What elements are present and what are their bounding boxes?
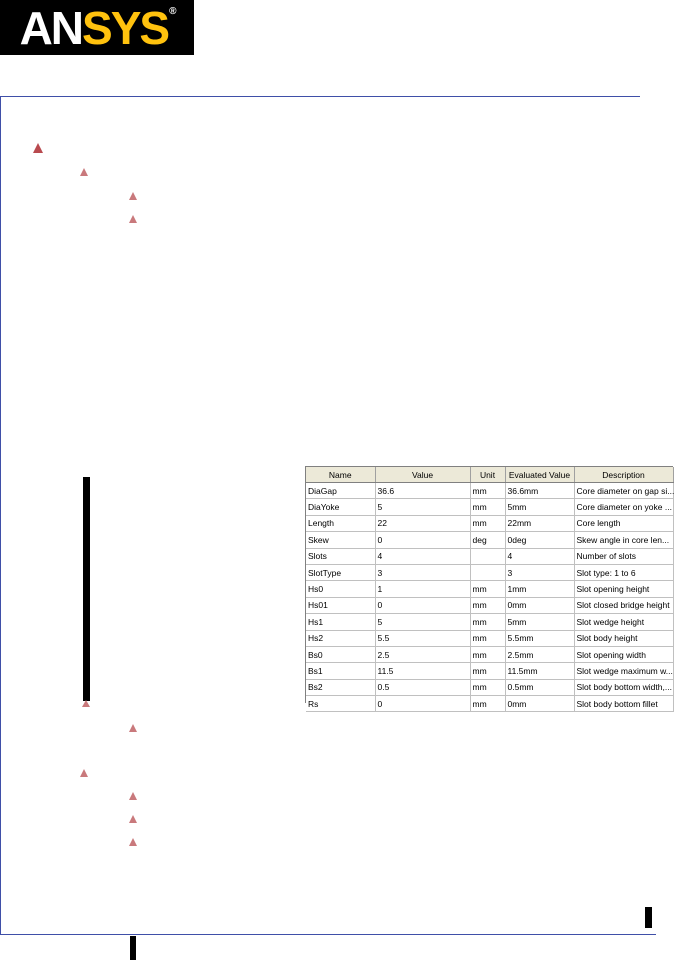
bullet-level3-icon: [129, 792, 137, 800]
logo-text-sys: SYS: [82, 1, 169, 54]
table-row[interactable]: [306, 581, 673, 597]
cell-value[interactable]: 0: [375, 597, 470, 613]
cell-value[interactable]: 36.6: [375, 483, 470, 499]
footer-tab: [130, 936, 136, 960]
frame-top-line: [0, 96, 640, 97]
cell-name: Bs0: [306, 646, 375, 662]
cell-name: Hs01: [306, 597, 375, 613]
cell-evaluated-value: 11.5mm: [505, 663, 574, 679]
cell-unit: [470, 564, 505, 580]
table-row[interactable]: [306, 515, 673, 531]
cell-unit: mm: [470, 499, 505, 515]
image-corner-icon: [82, 700, 90, 707]
cell-description: Slot body bottom fillet: [574, 696, 673, 712]
table-row[interactable]: [306, 679, 673, 695]
cell-description: Slot opening height: [574, 581, 673, 597]
cell-value[interactable]: 3: [375, 564, 470, 580]
cell-description: Skew angle in core len...: [574, 532, 673, 548]
cell-evaluated-value: 0deg: [505, 532, 574, 548]
cell-unit: mm: [470, 515, 505, 531]
image-placeholder-bar: [83, 477, 90, 701]
cell-description: Slot wedge maximum w...: [574, 663, 673, 679]
cell-evaluated-value: 0mm: [505, 696, 574, 712]
cell-name: Hs1: [306, 614, 375, 630]
cell-evaluated-value: 1mm: [505, 581, 574, 597]
cell-value[interactable]: 2.5: [375, 646, 470, 662]
cell-description: Slot type: 1 to 6: [574, 564, 673, 580]
cell-evaluated-value: 0.5mm: [505, 679, 574, 695]
cell-value[interactable]: 5.5: [375, 630, 470, 646]
cell-unit: mm: [470, 696, 505, 712]
cell-value[interactable]: 5: [375, 499, 470, 515]
table-row[interactable]: [306, 532, 673, 548]
bullet-level3-icon: [129, 215, 137, 223]
table-row[interactable]: [306, 614, 673, 630]
column-header-description[interactable]: Description: [574, 467, 673, 483]
cell-value[interactable]: 0: [375, 532, 470, 548]
cell-name: Skew: [306, 532, 375, 548]
cell-unit: deg: [470, 532, 505, 548]
cell-name: SlotType: [306, 564, 375, 580]
cell-unit: mm: [470, 483, 505, 499]
cell-evaluated-value: 5mm: [505, 499, 574, 515]
cell-value[interactable]: 1: [375, 581, 470, 597]
cell-description: Number of slots: [574, 548, 673, 564]
cell-unit: mm: [470, 646, 505, 662]
frame-left-line: [0, 96, 1, 934]
cell-name: Bs1: [306, 663, 375, 679]
column-header-unit[interactable]: Unit: [470, 467, 505, 483]
bullet-level3-icon: [129, 815, 137, 823]
cell-name: DiaYoke: [306, 499, 375, 515]
cell-evaluated-value: 5mm: [505, 614, 574, 630]
logo-registered-mark: ®: [169, 5, 175, 17]
bullet-level2-icon: [80, 168, 88, 176]
cell-unit: mm: [470, 679, 505, 695]
cell-unit: [470, 548, 505, 564]
table-row[interactable]: [306, 564, 673, 580]
bullet-level2-icon: [80, 769, 88, 777]
cell-evaluated-value: 0mm: [505, 597, 574, 613]
cell-description: Core diameter on gap si...: [574, 483, 673, 499]
table-row[interactable]: [306, 696, 673, 712]
cell-unit: mm: [470, 597, 505, 613]
cell-evaluated-value: 22mm: [505, 515, 574, 531]
column-header-evaluated-value[interactable]: Evaluated Value: [505, 467, 574, 483]
cell-evaluated-value: 2.5mm: [505, 646, 574, 662]
table-row[interactable]: [306, 663, 673, 679]
cell-value[interactable]: 11.5: [375, 663, 470, 679]
bullet-level3-icon: [129, 838, 137, 846]
cell-name: Slots: [306, 548, 375, 564]
cell-description: Core diameter on yoke ...: [574, 499, 673, 515]
cell-description: Slot wedge height: [574, 614, 673, 630]
table-row[interactable]: [306, 597, 673, 613]
table-row[interactable]: [306, 499, 673, 515]
table-row[interactable]: [306, 646, 673, 662]
logo-text-an: AN: [19, 1, 83, 54]
table-header-row: [306, 467, 673, 483]
cell-unit: mm: [470, 614, 505, 630]
cell-value[interactable]: 4: [375, 548, 470, 564]
cell-name: Hs2: [306, 630, 375, 646]
ansys-logo: [0, 0, 194, 55]
cell-description: Slot body bottom width,...: [574, 679, 673, 695]
column-header-value[interactable]: Value: [375, 467, 470, 483]
cell-description: Core length: [574, 515, 673, 531]
bullet-level1-icon: [33, 143, 43, 153]
bullet-level3-icon: [129, 192, 137, 200]
bullet-level3-icon: [129, 724, 137, 732]
properties-table: [306, 467, 674, 712]
cell-name: Bs2: [306, 679, 375, 695]
cell-unit: mm: [470, 663, 505, 679]
table-row[interactable]: [306, 630, 673, 646]
cell-name: Hs0: [306, 581, 375, 597]
cell-unit: mm: [470, 630, 505, 646]
cell-name: Rs: [306, 696, 375, 712]
cell-name: Length: [306, 515, 375, 531]
column-header-name[interactable]: Name: [306, 467, 375, 483]
properties-table-panel: [305, 466, 674, 709]
cell-description: Slot closed bridge height: [574, 597, 673, 613]
frame-bottom-line: [0, 934, 656, 935]
page-number-tab: [645, 907, 652, 928]
cell-evaluated-value: 5.5mm: [505, 630, 574, 646]
cell-evaluated-value: 4: [505, 548, 574, 564]
cell-description: Slot body height: [574, 630, 673, 646]
cell-value[interactable]: 22: [375, 515, 470, 531]
cell-value[interactable]: 0: [375, 696, 470, 712]
cell-evaluated-value: 3: [505, 564, 574, 580]
cell-evaluated-value: 36.6mm: [505, 483, 574, 499]
cell-value[interactable]: 0.5: [375, 679, 470, 695]
table-row[interactable]: [306, 548, 673, 564]
table-row[interactable]: [306, 483, 673, 499]
cell-description: Slot opening width: [574, 646, 673, 662]
cell-value[interactable]: 5: [375, 614, 470, 630]
cell-name: DiaGap: [306, 483, 375, 499]
cell-unit: mm: [470, 581, 505, 597]
